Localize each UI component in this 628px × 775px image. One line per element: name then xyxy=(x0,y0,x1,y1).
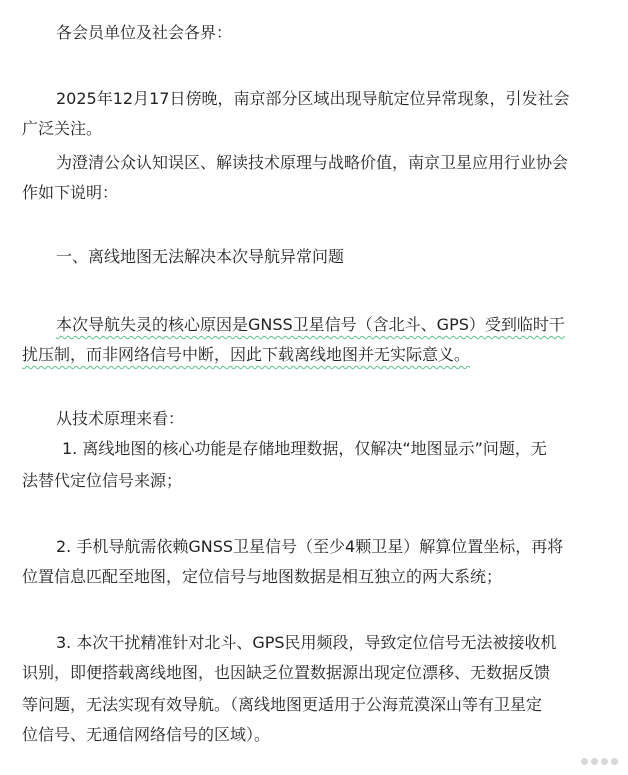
item-3-line-3: 等问题，无法实现有效导航。（离线地图更适用于公海荒漠深山等有卫星定 xyxy=(22,695,543,714)
item-3-line-2: 识别，即便搭载离线地图，也因缺乏位置数据源出现定位漂移、无数据反馈 xyxy=(22,663,551,682)
paragraph-3-line-2: 扰压制，而非网络信号中断，因此下载离线地图并无实际意义。 xyxy=(22,345,471,364)
item-2-line-1: 2. 手机导航需依赖GNSS卫星信号（至少4颗卫星）解算位置坐标，再将 xyxy=(56,537,564,556)
dot-icon xyxy=(581,758,588,765)
paragraph-2-line-1: 为澄清公众认知误区、解读技术原理与战略价值，南京卫星应用行业协会 xyxy=(56,153,569,172)
item-1-line-2: 法替代定位信号来源； xyxy=(22,471,183,490)
paragraph-1-line-1: 2025年12月17日傍晚，南京部分区域出现导航定位异常现象，引发社会 xyxy=(56,89,570,108)
dot-icon xyxy=(611,758,618,765)
item-1-line-1: 1. 离线地图的核心功能是存储地理数据，仅解决“地图显示”问题，无 xyxy=(62,439,547,458)
paragraph-3-line-1: 本次导航失灵的核心原因是GNSS卫星信号（含北斗、GPS）受到临时干 xyxy=(56,315,565,334)
section-1-heading: 一、离线地图无法解决本次导航异常问题 xyxy=(56,247,345,266)
dot-icon xyxy=(601,758,608,765)
tech-intro: 从技术原理来看： xyxy=(56,409,185,428)
item-3-line-4: 位信号、无通信网络信号的区域）。 xyxy=(22,725,271,744)
item-3-line-1: 3. 本次干扰精准针对北斗、GPS民用频段，导致定位信号无法被接收机 xyxy=(56,633,557,652)
paragraph-1-line-2: 广泛关注。 xyxy=(22,119,103,138)
item-2-line-2: 位置信息匹配至地图，定位信号与地图数据是相互独立的两大系统； xyxy=(22,567,503,586)
paragraph-2-line-2: 作如下说明： xyxy=(22,183,119,202)
more-dots-icon xyxy=(581,758,618,765)
salutation: 各会员单位及社会各界： xyxy=(56,23,233,42)
dot-icon xyxy=(591,758,598,765)
